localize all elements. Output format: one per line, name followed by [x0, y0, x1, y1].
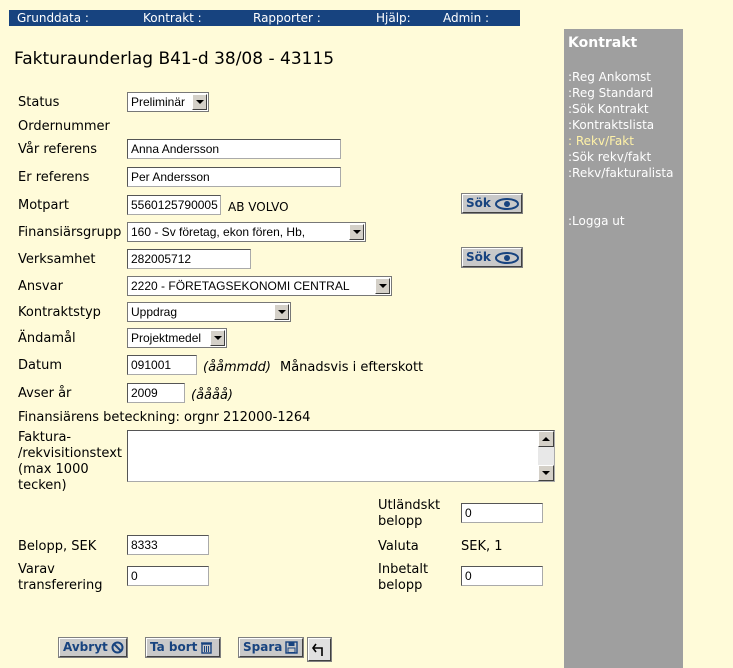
nav-grunddata[interactable]: Grunddata : [17, 11, 89, 25]
belopp-input[interactable]: 8333 [127, 535, 209, 555]
varav-label-line: transferering [18, 578, 103, 593]
avser-ar-hint: (åååå) [191, 388, 234, 403]
sidebar-item-rekv-fakturalista[interactable]: :Rekv/fakturalista [568, 166, 674, 180]
sidebar-item-reg-standard[interactable]: :Reg Standard [568, 86, 654, 100]
chevron-down-icon[interactable] [210, 330, 225, 346]
undo-button[interactable] [308, 638, 331, 661]
utlandskt-label-line: belopp [378, 514, 423, 529]
ansvar-value: 2220 - FÖRETAGSEKONOMI CENTRAL [131, 279, 350, 293]
verksamhet-input[interactable]: 282005712 [127, 249, 251, 269]
datum-input[interactable]: 091001 [127, 355, 197, 375]
nav-kontrakt[interactable]: Kontrakt : [143, 11, 202, 25]
finansiarsgrupp-value: 160 - Sv företag, ekon fören, Hb, [131, 225, 306, 239]
avser-ar-label: Avser år [18, 386, 72, 401]
sidebar-item-logga-ut[interactable]: :Logga ut [568, 214, 625, 228]
verksamhet-label: Verksamhet [18, 252, 96, 267]
ansvar-select[interactable] [127, 276, 392, 296]
scroll-down-icon[interactable] [538, 465, 554, 481]
kontraktstyp-label: Kontraktstyp [18, 305, 101, 320]
inbetalt-input[interactable]: 0 [461, 566, 543, 586]
chevron-down-icon[interactable] [274, 304, 289, 320]
kontraktstyp-value: Uppdrag [131, 305, 178, 319]
varav-label-line: Varav [18, 562, 55, 577]
sok-verksamhet-button[interactable] [462, 248, 522, 267]
belopp-label: Belopp, SEK [18, 539, 97, 554]
var-referens-input[interactable]: Anna Andersson [127, 139, 341, 159]
top-navigation-bar [9, 10, 520, 26]
var-referens-label: Vår referens [18, 142, 98, 157]
avbryt-button-label: Avbryt [63, 640, 108, 654]
sok-button-label: Sök [466, 196, 491, 210]
fakturatext-label-line: (max 1000 [18, 462, 89, 477]
sidebar-item-rekv-fakt[interactable]: : Rekv/Fakt [568, 134, 634, 148]
datum-extra: Månadsvis i efterskott [280, 360, 424, 375]
status-select[interactable] [127, 92, 209, 112]
utlandskt-input[interactable]: 0 [461, 503, 543, 523]
chevron-down-icon[interactable] [375, 278, 390, 294]
sidebar [564, 29, 683, 668]
floppy-disk-icon [285, 641, 298, 654]
sidebar-item-kontraktslista[interactable]: :Kontraktslista [568, 118, 655, 132]
sidebar-item-sok-kontrakt[interactable]: :Sök Kontrakt [568, 102, 649, 116]
nav-hjalp[interactable]: Hjälp: [376, 11, 411, 25]
avser-ar-input[interactable]: 2009 [127, 383, 185, 403]
andamal-label: Ändamål [18, 331, 76, 346]
eye-icon [494, 198, 520, 210]
er-referens-input[interactable]: Per Andersson [127, 167, 341, 187]
scroll-up-icon[interactable] [538, 431, 554, 447]
utlandskt-label-line: Utländskt [378, 498, 441, 513]
spara-button[interactable] [239, 638, 303, 657]
chevron-down-icon[interactable] [192, 94, 207, 110]
cancel-icon [111, 641, 124, 654]
nav-rapporter[interactable]: Rapporter : [253, 11, 321, 25]
status-label: Status [18, 95, 60, 110]
status-value: Preliminär [131, 95, 186, 109]
fakturatext-label-line: /rekvisitionstext [18, 446, 122, 461]
kontraktstyp-select[interactable] [127, 302, 291, 322]
er-referens-label: Er referens [18, 170, 90, 185]
inbetalt-label-line: Inbetalt [378, 562, 429, 577]
finansiarsgrupp-select[interactable] [127, 222, 366, 242]
sok-motpart-button[interactable] [462, 194, 522, 213]
sidebar-item-reg-ankomst[interactable]: :Reg Ankomst [568, 70, 651, 84]
inbetalt-label-line: belopp [378, 578, 423, 593]
finansiar-beteckning: Finansiärens beteckning: orgnr 212000-1264 [18, 410, 311, 425]
datum-label: Datum [18, 358, 62, 373]
undo-arrow-icon [311, 641, 329, 659]
varav-input[interactable]: 0 [127, 566, 209, 586]
ta-bort-button[interactable] [146, 638, 220, 657]
fakturatext-textarea[interactable] [127, 430, 555, 482]
avbryt-button[interactable] [59, 638, 127, 657]
nav-admin[interactable]: Admin : [443, 11, 490, 25]
valuta-value: SEK, 1 [461, 539, 503, 554]
motpart-name: AB VOLVO [228, 200, 289, 214]
ansvar-label: Ansvar [18, 279, 63, 294]
fakturatext-label-line: Faktura- [18, 430, 72, 445]
finansiarsgrupp-label: Finansiärsgrupp [18, 225, 122, 240]
fakturatext-label [18, 430, 122, 494]
utlandskt-label [378, 498, 440, 530]
motpart-label: Motpart [18, 198, 69, 213]
ordernummer-label: Ordernummer [18, 119, 110, 134]
chevron-down-icon[interactable] [349, 224, 364, 240]
fakturatext-label-line: tecken) [18, 478, 67, 493]
trash-icon [200, 641, 213, 654]
ta-bort-button-label: Ta bort [150, 640, 198, 654]
eye-icon [494, 252, 520, 264]
sidebar-item-sok-rekv-fakt[interactable]: :Sök rekv/fakt [568, 150, 652, 164]
page-title: Fakturaunderlag B41-d 38/08 - 43115 [14, 49, 335, 69]
sok-button-label: Sök [466, 250, 491, 264]
spara-button-label: Spara [243, 640, 283, 654]
datum-hint: (ååmmdd) [203, 360, 271, 375]
valuta-label: Valuta [378, 539, 419, 554]
inbetalt-label [378, 562, 428, 594]
textarea-scrollbar[interactable] [538, 431, 554, 481]
sidebar-title: Kontrakt [568, 35, 638, 51]
andamal-select[interactable] [127, 328, 227, 348]
andamal-value: Projektmedel [131, 331, 202, 345]
varav-label [18, 562, 103, 594]
motpart-input[interactable]: 5560125790005 [127, 195, 221, 215]
